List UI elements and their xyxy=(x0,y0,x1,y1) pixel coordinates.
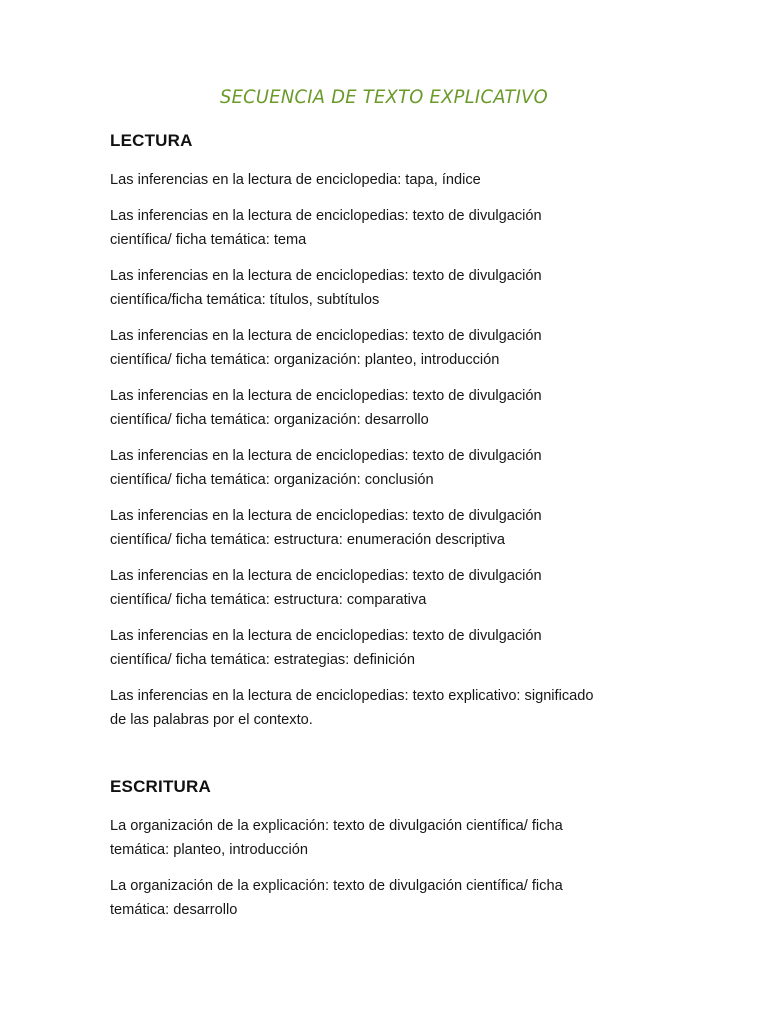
lectura-item-line: científica/ ficha temática: estrategias: definición xyxy=(110,652,416,668)
escritura-item xyxy=(110,874,670,922)
lectura-item-line: Las inferencias en la lectura de enciclopedias: texto de divulgación xyxy=(110,568,542,584)
lectura-item-line: científica/ ficha temática: organización: desarrollo xyxy=(110,412,429,428)
escritura-item-line: temática: desarrollo xyxy=(110,902,238,918)
section-heading-lectura: LECTURA xyxy=(110,131,193,150)
lectura-item-line: de las palabras por el contexto. xyxy=(110,712,313,728)
lectura-item-line: Las inferencias en la lectura de enciclopedias: texto de divulgación xyxy=(110,388,542,404)
lectura-item-line: Las inferencias en la lectura de enciclopedias: texto de divulgación xyxy=(110,328,542,344)
escritura-item-line: La organización de la explicación: texto de divulgación científica/ ficha xyxy=(110,878,563,894)
lectura-item xyxy=(110,264,670,312)
lectura-item xyxy=(110,624,670,672)
lectura-item-line: Las inferencias en la lectura de enciclopedias: texto de divulgación xyxy=(110,628,542,644)
lectura-item-line: Las inferencias en la lectura de enciclopedias: texto explicativo: significado xyxy=(110,688,594,704)
lectura-item xyxy=(110,684,670,732)
lectura-item-line: científica/ ficha temática: organización: planteo, introducción xyxy=(110,352,500,368)
lectura-item xyxy=(110,564,670,612)
lectura-item xyxy=(110,384,670,432)
lectura-item-line: científica/ ficha temática: estructura: enumeración descriptiva xyxy=(110,532,506,548)
lectura-item-line: Las inferencias en la lectura de enciclopedias: texto de divulgación xyxy=(110,448,542,464)
escritura-item-line: La organización de la explicación: texto de divulgación científica/ ficha xyxy=(110,818,563,834)
section-heading-escritura: ESCRITURA xyxy=(110,777,211,796)
lectura-item xyxy=(110,168,670,192)
lectura-item-line: científica/ ficha temática: estructura: comparativa xyxy=(110,592,427,608)
escritura-item xyxy=(110,814,670,862)
lectura-item-line: científica/ ficha temática: tema xyxy=(110,232,307,248)
lectura-item-line: Las inferencias en la lectura de enciclopedias: texto de divulgación xyxy=(110,208,542,224)
escritura-item-line: temática: planteo, introducción xyxy=(110,842,308,858)
lectura-item-line: científica/ficha temática: títulos, subtítulos xyxy=(110,292,380,308)
lectura-item-line: científica/ ficha temática: organización: conclusión xyxy=(110,472,434,488)
lectura-item xyxy=(110,444,670,492)
lectura-item-line: Las inferencias en la lectura de enciclopedias: texto de divulgación xyxy=(110,268,542,284)
document-title: SECUENCIA DE TEXTO EXPLICATIVO xyxy=(219,86,549,108)
lectura-item xyxy=(110,204,670,252)
lectura-item xyxy=(110,504,670,552)
lectura-item-line: Las inferencias en la lectura de enciclopedias: texto de divulgación xyxy=(110,508,542,524)
lectura-item xyxy=(110,324,670,372)
lectura-item-line: Las inferencias en la lectura de enciclopedia: tapa, índice xyxy=(110,172,481,188)
